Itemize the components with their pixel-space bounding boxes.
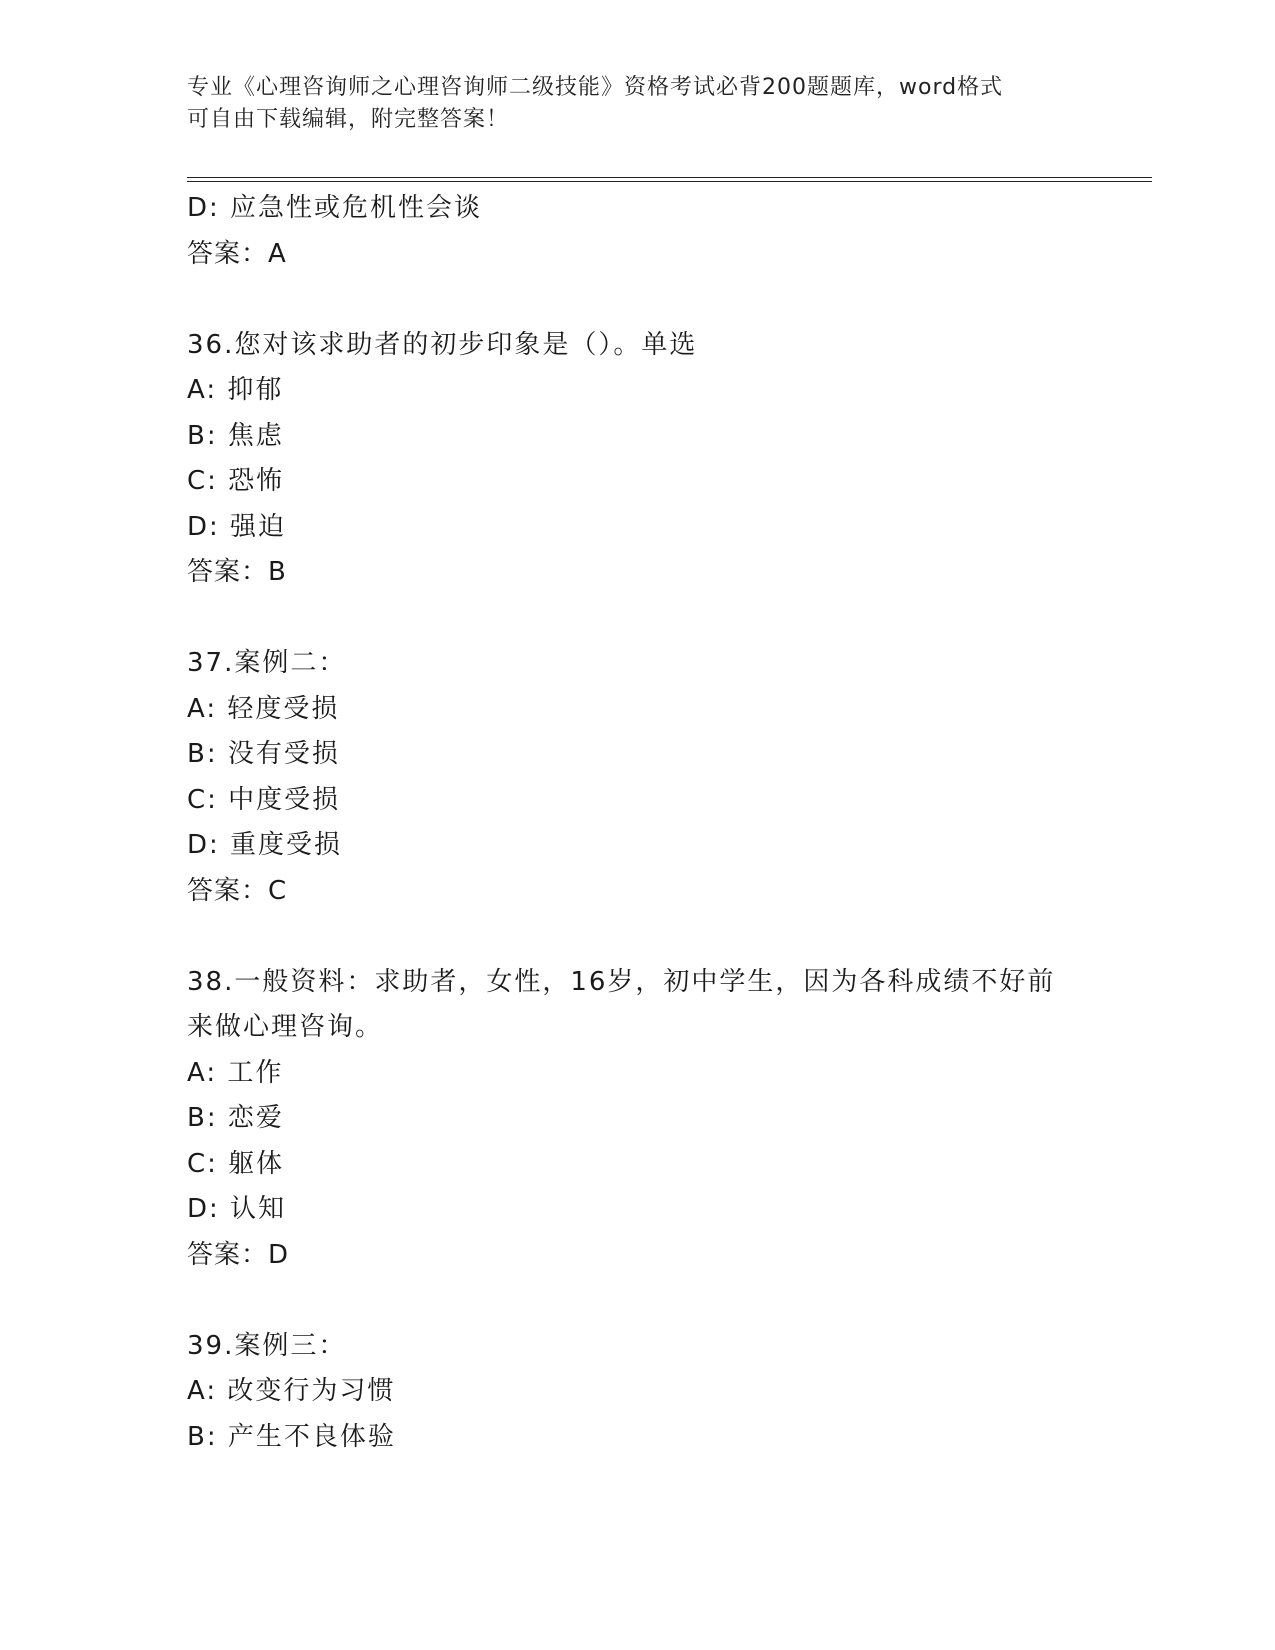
- option-d: D: 重度受损: [187, 830, 343, 860]
- option-b: B: 焦虑: [187, 420, 284, 451]
- option-a: A: 改变行为习惯: [187, 1376, 396, 1406]
- option-c: C: 恐怖: [187, 466, 285, 496]
- question-38-stem-line-1: 38.一般资料：求助者，女性，16岁，初中学生，因为各科成绩不好前: [187, 966, 1056, 997]
- answer-line: 答案：A: [187, 238, 287, 269]
- option-a: A: 轻度受损: [187, 693, 340, 724]
- spacer: [187, 1278, 1087, 1324]
- option-b: B: 没有受损: [187, 739, 340, 769]
- option-d: D: 强迫: [187, 511, 287, 542]
- header-rule-bottom: [187, 181, 1152, 182]
- document-header: [187, 72, 1067, 136]
- answer-line: 答案：C: [187, 875, 288, 906]
- option-c: C: 躯体: [187, 1148, 285, 1179]
- answer-line: 答案：B: [187, 557, 287, 587]
- option-d: D: 认知: [187, 1194, 287, 1224]
- option-b: B: 产生不良体验: [187, 1421, 396, 1452]
- question-list: [187, 186, 1087, 1460]
- question-39-stem: 39.案例三：: [187, 1330, 347, 1361]
- question-37-stem: 37.案例二：: [187, 648, 347, 678]
- spacer: [187, 914, 1087, 960]
- option-a: A: 抑郁: [187, 375, 284, 405]
- answer-line: 答案：D: [187, 1239, 290, 1270]
- option-d: D: 应急性或危机性会谈: [187, 193, 483, 223]
- option-c: C: 中度受损: [187, 784, 341, 815]
- header-line-1: 专业《心理咨询师之心理咨询师二级技能》资格考试必背200题题库，word格式: [187, 75, 1004, 100]
- question-36-stem: 36.您对该求助者的初步印象是（）。单选: [187, 329, 698, 360]
- header-rule-top: [187, 177, 1152, 178]
- question-38-stem-line-2: 来做心理咨询。: [187, 1012, 384, 1042]
- spacer: [187, 596, 1087, 642]
- option-a: A: 工作: [187, 1057, 284, 1088]
- spacer: [187, 277, 1087, 323]
- option-b: B: 恋爱: [187, 1103, 284, 1133]
- header-line-2: 可自由下载编辑，附完整答案！: [187, 107, 510, 132]
